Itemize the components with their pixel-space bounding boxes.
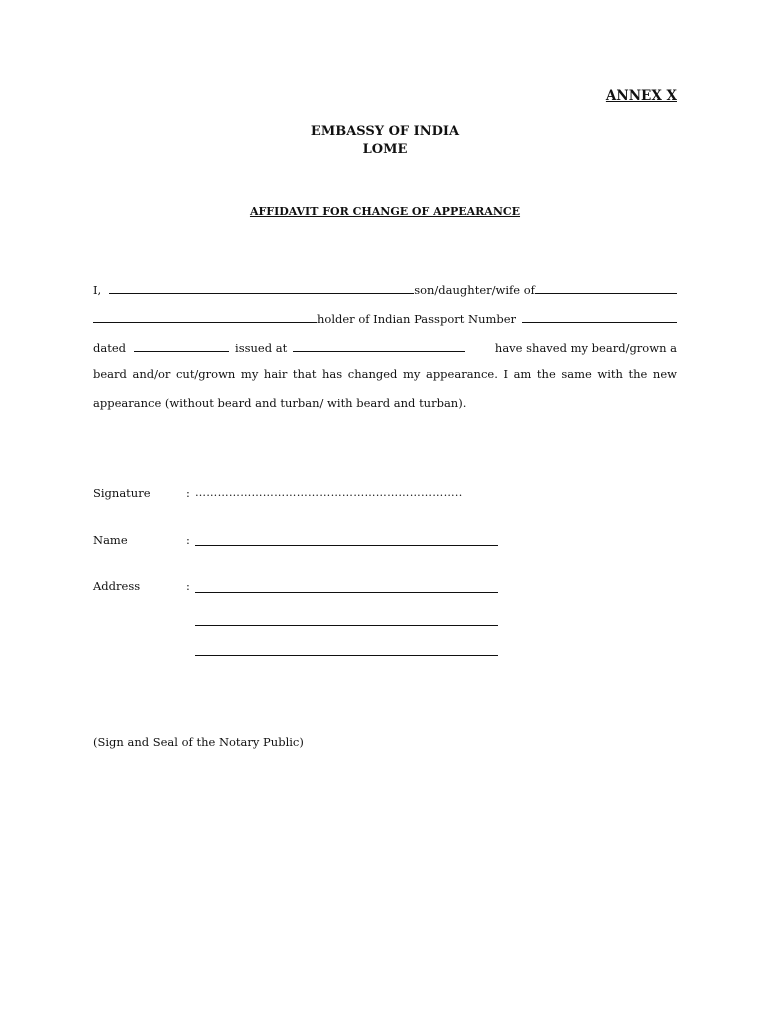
shaved-text: have shaved my beard/grown a bbox=[494, 341, 677, 355]
signature-dotted-line[interactable]: …………………………………………………………….. bbox=[195, 486, 463, 499]
statement-paragraph: beard and/or cut/grown my hair that has changed my appearance. I am the same with the new appearance (without beard and turban/ with beard and turban). bbox=[93, 367, 677, 410]
organization-heading bbox=[0, 123, 770, 159]
name-blank[interactable] bbox=[195, 545, 498, 546]
signature-colon: : bbox=[186, 486, 190, 500]
passport-date-blank[interactable] bbox=[134, 340, 229, 352]
document-title: AFFIDAVIT FOR CHANGE OF APPEARANCE bbox=[249, 205, 521, 218]
name-colon: : bbox=[186, 533, 190, 547]
address-blank-line-2[interactable] bbox=[195, 625, 498, 626]
relation-name-continued-blank[interactable] bbox=[93, 311, 317, 323]
relation-name-blank[interactable] bbox=[535, 282, 677, 294]
issued-at-text: issued at bbox=[235, 341, 288, 355]
notary-caption: (Sign and Seal of the Notary Public) bbox=[93, 735, 304, 749]
address-label: Address bbox=[93, 579, 141, 593]
annex-label: ANNEX X bbox=[605, 88, 677, 104]
name-label: Name bbox=[93, 533, 128, 547]
embassy-name: EMBASSY OF INDIA bbox=[310, 124, 460, 139]
address-colon: : bbox=[186, 579, 190, 593]
address-blank-line-3[interactable] bbox=[195, 655, 498, 656]
statement-line-1 bbox=[93, 282, 677, 297]
statement-line-2 bbox=[93, 311, 677, 326]
address-blank-line-1[interactable] bbox=[195, 592, 498, 593]
relation-text: son/daughter/wife of bbox=[414, 283, 535, 297]
applicant-name-blank[interactable] bbox=[109, 282, 414, 294]
passport-number-blank[interactable] bbox=[522, 311, 677, 323]
statement-line-3 bbox=[93, 340, 677, 355]
issue-place-blank[interactable] bbox=[293, 340, 465, 352]
embassy-city: LOME bbox=[362, 142, 408, 157]
signature-label: Signature bbox=[93, 486, 151, 500]
passport-text: holder of Indian Passport Number bbox=[317, 312, 517, 326]
dated-text: dated bbox=[93, 341, 127, 355]
statement-pronoun: I, bbox=[93, 283, 102, 297]
